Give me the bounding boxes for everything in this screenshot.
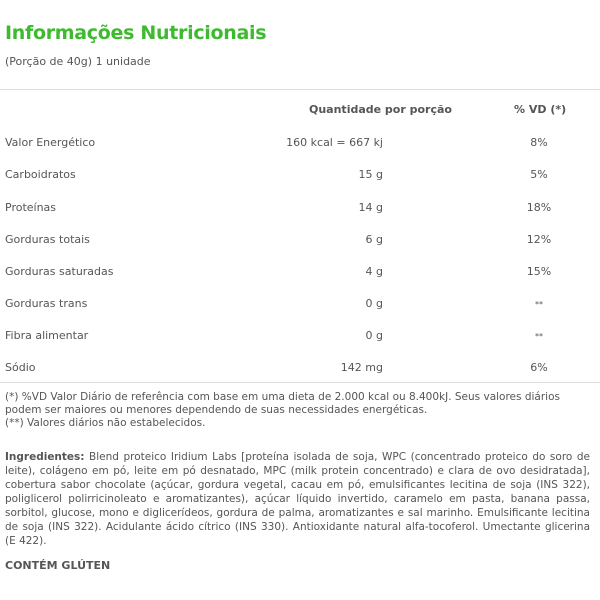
nutrient-quantity: 6 g (365, 233, 383, 246)
table-row (0, 265, 600, 285)
nutrient-vd: 12% (526, 233, 552, 246)
nutrient-name: Sódio (5, 361, 36, 374)
table-row (0, 297, 600, 317)
not-established-footnote: (**) Valores diários não estabelecidos. (5, 417, 206, 429)
gluten-warning: CONTÉM GLÚTEN (5, 559, 111, 572)
nutrient-name: Gorduras totais (5, 233, 90, 246)
table-bottom-divider (0, 382, 600, 383)
nutrient-vd: ** (535, 332, 543, 341)
table-top-divider (0, 89, 600, 90)
nutrient-quantity: 4 g (365, 265, 383, 278)
nutrient-name: Proteínas (5, 201, 57, 214)
nutrient-vd: 8% (530, 136, 548, 149)
nutrient-name: Fibra alimentar (5, 329, 89, 342)
nutrient-name: Valor Energético (5, 136, 96, 149)
table-row (0, 168, 600, 188)
nutrient-vd: 6% (530, 361, 548, 374)
nutrient-name: Carboidratos (5, 168, 76, 181)
table-row (0, 329, 600, 349)
table-row (0, 361, 600, 381)
nutrient-name: Gorduras trans (5, 297, 88, 310)
nutrient-quantity: 142 mg (340, 361, 383, 374)
table-row (0, 201, 600, 221)
nutrient-vd: 5% (530, 168, 548, 181)
nutrient-quantity: 0 g (365, 329, 383, 342)
nutrient-name: Gorduras saturadas (5, 265, 114, 278)
nutrient-vd: ** (535, 300, 543, 309)
footnotes (5, 391, 590, 430)
nutrient-quantity: 160 kcal = 667 kj (286, 136, 383, 149)
nutrient-quantity: 0 g (365, 297, 383, 310)
table-row (0, 136, 600, 156)
table-row (0, 233, 600, 253)
ingredients-label: Ingredientes: (5, 451, 85, 463)
header-vd: % VD (*) (514, 103, 567, 116)
nutrient-vd: 18% (526, 201, 552, 214)
ingredients-paragraph (5, 450, 590, 548)
vd-footnote: (*) %VD Valor Diário de referência com base em uma dieta de 2.000 kcal ou 8.400kJ. Seus valores diários podem ser maiores ou menores dependendo de suas necessidades energéticas. (5, 391, 560, 416)
ingredients-text: Blend proteico Iridium Labs [proteína isolada de soja, WPC (concentrado proteico do soro de leite), colágeno em pó, leite em pó desnatado, MPC (milk protein concentrado) e clara de ovo desidratada], cobertura sabor chocolate (açúcar, gordura vegetal, cacau em pó, emulsificantes lecitina de soja (INS 322), poliglicerol polirricinoleato e aromatizantes), açúcar líquido invertido, caramelo em pasta, banana passa, sorbitol, glucose, mono e diglicerídeos, gordura de palma, aromatizantes e sal marinho. Emulsificante lecitina de soja (INS 322). Acidulante ácido cítrico (INS 330). Antioxidante natural alfa-tocoferol. Umectante glicerina (E 422). (5, 451, 590, 547)
nutrient-quantity: 15 g (358, 168, 383, 181)
page-title: Informações Nutricionais (5, 22, 267, 44)
portion-size: (Porção de 40g) 1 unidade (5, 55, 151, 68)
header-quantity: Quantidade por porção (309, 103, 452, 116)
nutrient-vd: 15% (526, 265, 552, 278)
nutrient-quantity: 14 g (358, 201, 383, 214)
